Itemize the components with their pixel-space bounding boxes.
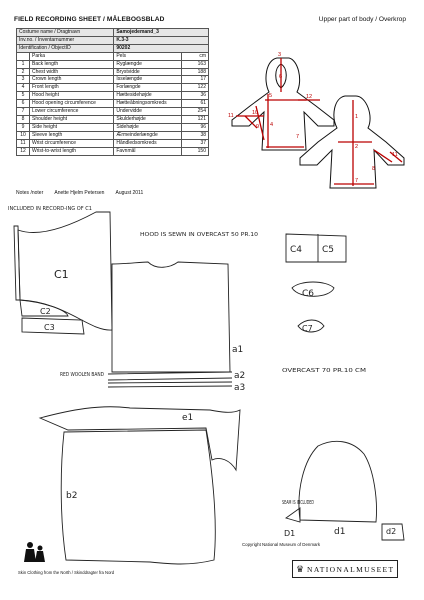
- measurement-row: 3 Crown length Isselængde 17: [17, 76, 209, 84]
- measurement-row: 10 Sleeve length Ærmeinderlængde 38: [17, 131, 209, 139]
- diagram-number-labels: [228, 52, 398, 184]
- piece-d1: [299, 441, 377, 522]
- info-row: Costume name / Dragtnavn Samojedemand_3: [17, 29, 209, 37]
- label-e1: e1: [182, 413, 194, 423]
- notes-label: Notes /noter: [16, 190, 44, 196]
- note-overcast: OVERCAST 70 PR.10 CM: [282, 369, 340, 374]
- label-d2: d2: [386, 527, 397, 536]
- table-header-row: Parka Pels cm: [17, 52, 209, 60]
- measurement-row: 4 Front length Forlængde 122: [17, 84, 209, 92]
- copyright-text: Copyright National Museum of Denmark: [242, 542, 321, 547]
- info-row: Identification / ObjectID 90202: [17, 44, 209, 52]
- note-included: INCLUDED IN RECORD-ING OF C1: [8, 207, 88, 212]
- diagram-label: 11: [228, 113, 234, 119]
- label-c3: C3: [44, 323, 55, 332]
- nationalmuseet-logo: [292, 560, 398, 578]
- notes-author: Anette Hjelm Petersen: [54, 190, 105, 196]
- label-c1: C1: [54, 268, 69, 281]
- note-red-woolen: RED WOOLEN BAND: [60, 373, 109, 378]
- measurement-row: 12 Wrist-to-wrist length Favnmål 150: [17, 147, 209, 155]
- diagram-label: 1: [355, 114, 359, 120]
- measurement-row: 9 Side height Sidehøjde 96: [17, 123, 209, 131]
- label-D1: D1: [284, 529, 296, 538]
- measurement-lines: [236, 58, 402, 186]
- label-c2: C2: [40, 307, 51, 316]
- measurement-row: 7 Lower circumference Undervidde 254: [17, 108, 209, 116]
- logo-figure-icon: [22, 540, 48, 571]
- label-a1: a1: [232, 345, 244, 355]
- diagram-label: 7: [355, 178, 359, 184]
- label-c7: C7: [302, 324, 313, 333]
- parka-diagram-front: [232, 58, 334, 150]
- piece-D1: [286, 508, 300, 522]
- label-c4: C4: [290, 245, 303, 255]
- info-row: Inv.no. / Inventarnummer K.3-3: [17, 36, 209, 44]
- brand-text: NATIONALMUSEET: [307, 564, 395, 574]
- diagram-label: 8: [372, 166, 376, 172]
- band-a2: [108, 372, 232, 380]
- pattern-pieces: [14, 212, 404, 564]
- diagram-label: 10: [252, 110, 259, 116]
- diagram-label: 12: [306, 94, 313, 100]
- measurement-row: 5 Hood height Hættesidehøjde 36: [17, 92, 209, 100]
- label-b2: b2: [66, 491, 78, 501]
- note-hood-sewn: HOOD IS SEWN IN OVERCAST 50 PR.10: [140, 233, 234, 238]
- band-a3: [108, 382, 232, 387]
- label-a2: a2: [234, 371, 246, 381]
- crown-icon: ♛: [295, 563, 305, 574]
- label-c5: C5: [322, 245, 335, 255]
- label-a3: a3: [234, 383, 246, 393]
- sheet-title: FIELD RECORDING SHEET / MÅLEBOGSBLAD: [14, 16, 165, 23]
- diagram-label: 3: [278, 52, 282, 58]
- piece-a1: [112, 262, 230, 372]
- note-seam: SEAM IS INCLUDED: [282, 501, 328, 506]
- piece-b2: [61, 430, 215, 564]
- diagram-label: 7: [296, 134, 300, 140]
- measurement-row: 1 Back length Ryglængde 163: [17, 60, 209, 68]
- diagram-label: 11: [392, 152, 398, 158]
- label-d1: d1: [334, 527, 346, 537]
- label-c6: C6: [302, 289, 315, 299]
- measurement-row: 6 Hood opening circumference Hætteåbningsomkreds 61: [17, 100, 209, 108]
- diagram-label: 2: [355, 144, 359, 150]
- diagram-label: 5: [269, 93, 273, 99]
- measurement-row: 8 Shoulder height Skulderhøjde 121: [17, 115, 209, 123]
- diagram-label: 4: [270, 122, 274, 128]
- sheet-subtitle: Upper part of body / Overkrop: [318, 16, 406, 23]
- strip-left: [14, 226, 20, 300]
- footer-text: Skin Clothing from the North / Skinddragter fra Nord: [18, 570, 115, 575]
- measurement-row: 11 Wrist circumference Håndledsomkreds 37: [17, 139, 209, 147]
- notes-date: August 2011: [115, 190, 144, 196]
- diagram-label: 6: [279, 74, 283, 80]
- measurement-row: 2 Chest width Brystvidde 188: [17, 68, 209, 76]
- piece-labels: [40, 245, 396, 538]
- diagram-label: 9: [256, 124, 260, 130]
